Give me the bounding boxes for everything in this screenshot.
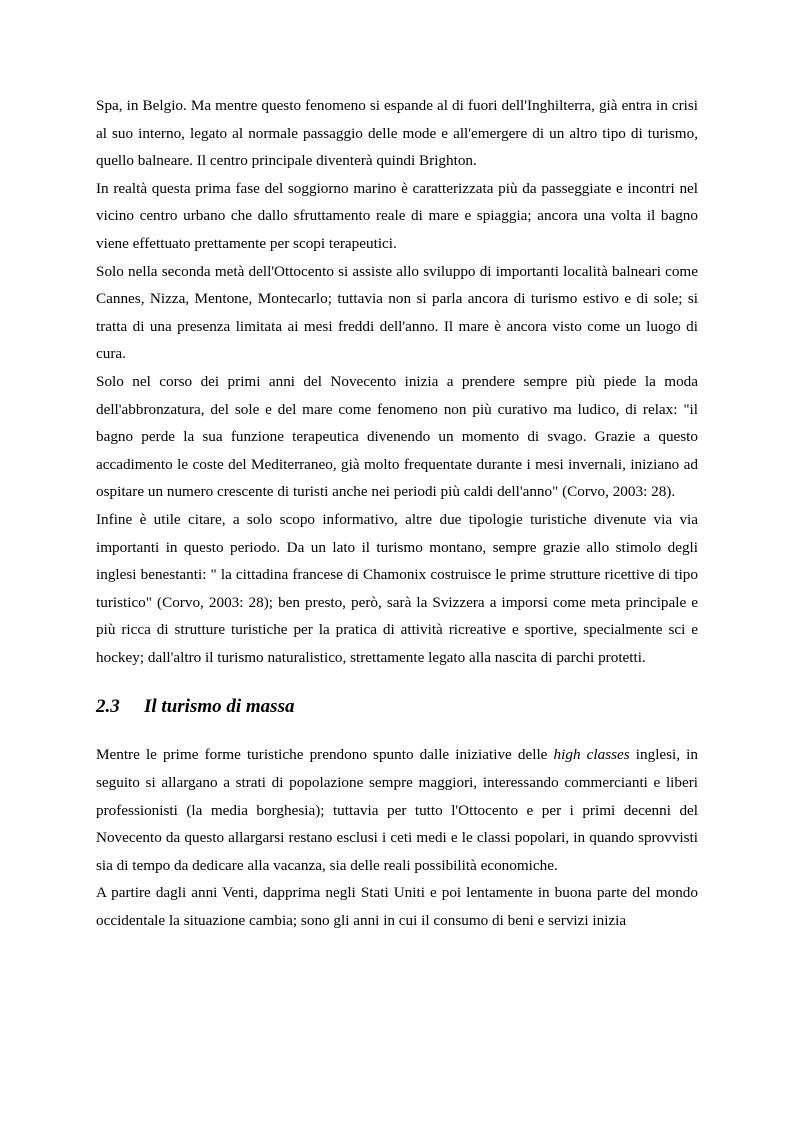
document-page bbox=[96, 92, 698, 935]
section-heading bbox=[96, 693, 698, 721]
high-classes-emphasis: high classes bbox=[553, 746, 630, 764]
paragraph-soggiorno-marino: In realtà questa prima fase del soggiorno marino è caratterizzata più da passeggiate e incontri nel vicino centro urbano che dallo sfruttamento reale di mare e spiaggia; ancora una volta il bagno viene effettuato prettamente per scopi terapeutici. bbox=[96, 179, 698, 252]
paragraph-altre-tipologie: Infine è utile citare, a solo scopo informativo, altre due tipologie turistiche divenute via via importanti in questo periodo. Da un lato il turismo montano, sempre grazie allo stimolo degli inglesi benestanti: " la cittadina francese di Chamonix costruisce le prime strutture ricettive di tipo turistico" (Corvo, 2003: 28); ben presto, però, sarà la Svizzera a imporsi come meta principale e più ricca di strutture turistiche per la pratica di attività ricreative e sportive, specialmente sci e hockey; dall'altro il turismo naturalistico, strettamente legato alla nascita di parchi protetti. bbox=[96, 510, 698, 666]
paragraph-high-classes-text-end: inglesi, in seguito si allargano a strati di popolazione sempre maggiori, interessando commercianti e liberi professionisti (la media borghesia); tuttavia per tutto l'Ottocento e per i primi decenni del Novecento da questo allargarsi restano esclusi i ceti medi e le classi popolari, in quando sprovvisti sia di tempo da dedicare alla vacanza, sia delle reali possibilità economiche. bbox=[96, 746, 698, 874]
paragraph-brighton: Spa, in Belgio. Ma mentre questo fenomeno si espande al di fuori dell'Inghilterra, già entra in crisi al suo interno, legato al normale passaggio delle mode e all'emergere di un altro tipo di turismo, quello balneare. Il centro principale diventerà quindi Brighton. bbox=[96, 97, 698, 170]
section-title: Il turismo di massa bbox=[144, 696, 295, 718]
paragraph-high-classes bbox=[96, 741, 698, 879]
paragraph-abbronzatura: Solo nel corso dei primi anni del Novecento inizia a prendere sempre più piede la moda dell'abbronzatura, del sole e del mare come fenomeno non più curativo ma ludico, di relax: "il bagno perde la sua funzione terapeutica divenendo un momento di svago. Grazie a questo accadimento le coste del Mediterraneo, già molto frequentate durante i mesi invernali, iniziano ad ospitare un numero crescente di turisti anche nei periodi più caldi dell'anno" (Corvo, 2003: 28). bbox=[96, 372, 698, 501]
section-number: 2.3 bbox=[96, 696, 120, 718]
paragraph-localita-balneari: Solo nella seconda metà dell'Ottocento si assiste allo sviluppo di importanti località balneari come Cannes, Nizza, Mentone, Montecarlo; tuttavia non si parla ancora di turismo estivo e di sole; si tratta di una presenza limitata ai mesi freddi dell'anno. Il mare è ancora visto come un luogo di cura. bbox=[96, 262, 698, 363]
paragraph-high-classes-text-start: Mentre le prime forme turistiche prendono spunto dalle iniziative delle bbox=[96, 746, 554, 764]
paragraph-anni-venti: A partire dagli anni Venti, dapprima negli Stati Uniti e poi lentamente in buona parte del mondo occidentale la situazione cambia; sono gli anni in cui il consumo di beni e servizi inizia bbox=[96, 884, 698, 930]
